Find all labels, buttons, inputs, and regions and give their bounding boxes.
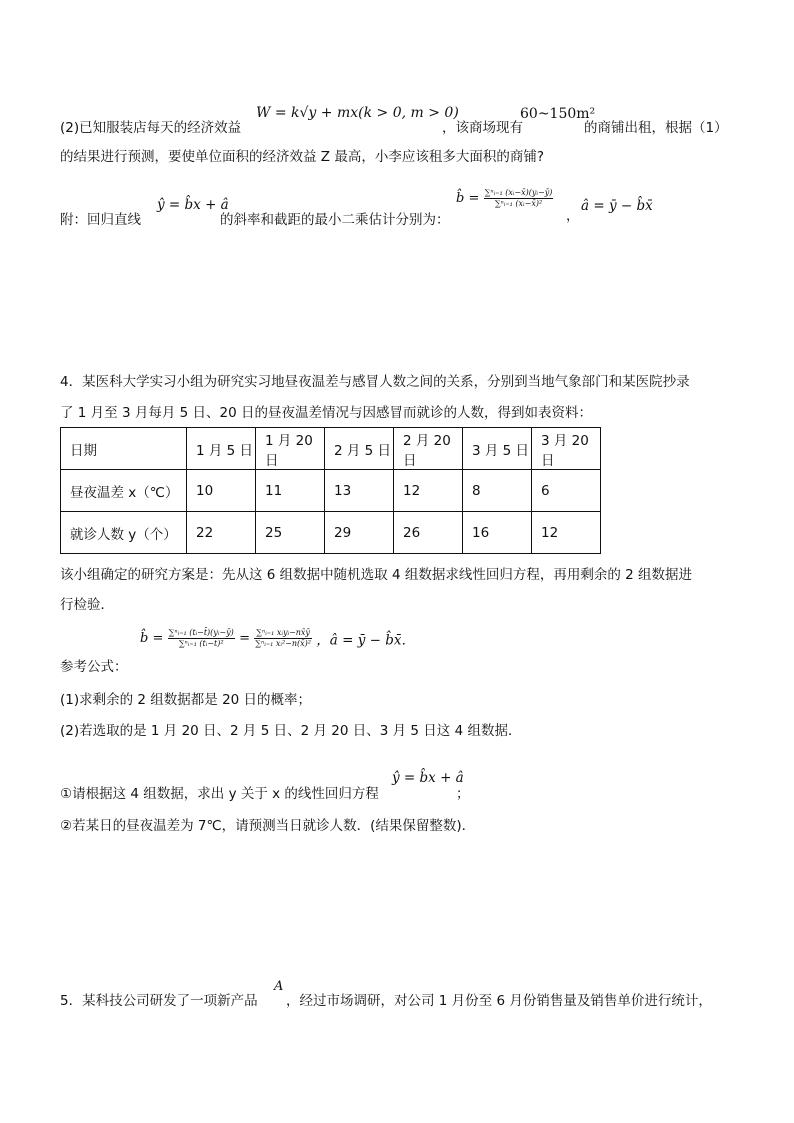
table-row bbox=[61, 470, 601, 512]
ref-frac2-num: ∑ⁿᵢ₌₁ xᵢyᵢ−nx̄ȳ bbox=[254, 628, 312, 639]
table-cell: 1 月 20 日 bbox=[256, 428, 325, 470]
table-cell: 3 月 5 日 bbox=[463, 428, 532, 470]
q4-sub2b: ②若某日的昼夜温差为 7℃，请预测当日就诊人数．(结果保留整数)． bbox=[60, 818, 476, 834]
table-cell: 12 bbox=[394, 470, 463, 512]
table-cell: 2 月 20 日 bbox=[394, 428, 463, 470]
formula-w: W = k√y + mx(k > 0, m > 0) bbox=[256, 105, 459, 121]
ref-b-lhs: b̂ = bbox=[140, 631, 164, 646]
b-estimate-formula bbox=[456, 188, 553, 209]
table-cell: 29 bbox=[325, 512, 394, 554]
table-cell: 6 bbox=[532, 470, 601, 512]
appendix-mid: 的斜率和截距的最小二乘估计分别为： bbox=[220, 212, 450, 228]
table-cell: 日期 bbox=[61, 428, 187, 470]
table-cell: 12 bbox=[532, 512, 601, 554]
table-cell: 3 月 20 日 bbox=[532, 428, 601, 470]
ref-a: ，â = ȳ − b̂x̄． bbox=[316, 632, 415, 649]
range-formula: 60~150m² bbox=[520, 106, 596, 122]
b-numerator: ∑ⁿᵢ₌₁ (xᵢ−x̄)(yᵢ−ȳ) bbox=[484, 188, 553, 197]
table-cell: 8 bbox=[463, 470, 532, 512]
q5-pre: 5．某科技公司研发了一项新产品 bbox=[60, 993, 258, 1009]
table-cell: 26 bbox=[394, 512, 463, 554]
q4-sub2a-post: ； bbox=[456, 786, 470, 802]
b-fraction bbox=[484, 188, 554, 209]
ref-fraction-2 bbox=[254, 628, 312, 649]
q3-line1-pre: (2)已知服装店每天的经济效益 bbox=[60, 120, 242, 136]
a-estimate-formula: â = ȳ − b̂x̄ bbox=[581, 198, 653, 214]
table-cell: 2 月 5 日 bbox=[325, 428, 394, 470]
table-cell: 1 月 5 日 bbox=[187, 428, 256, 470]
ref-fraction-1 bbox=[168, 628, 235, 649]
q3-line1-post: 的商铺出租，根据（1） bbox=[584, 120, 728, 136]
q4-regression-eq: ŷ = b̂x + â bbox=[392, 770, 464, 786]
q4-sub2a-pre: ①请根据这 4 组数据，求出 y 关于 x 的线性回归方程 bbox=[60, 786, 379, 802]
ref-frac1-den: ∑ⁿᵢ₌₁ (tᵢ−t̄)² bbox=[178, 639, 224, 648]
q4-plan-line1: 该小组确定的研究方案是：先从这 6 组数据中随机选取 4 组数据求线性回归方程，再用剩余的 2 组数据进 bbox=[60, 567, 693, 583]
ref-frac1-num: ∑ⁿᵢ₌₁ (tᵢ−t̄)(yᵢ−ȳ) bbox=[168, 628, 234, 637]
q3-line2: 的结果进行预测，要使单位面积的经济效益 Z 最高，小李应该租多大面积的商铺? bbox=[60, 149, 544, 165]
reference-formula bbox=[140, 628, 415, 649]
table-cell: 16 bbox=[463, 512, 532, 554]
table-cell: 22 bbox=[187, 512, 256, 554]
table-cell: 10 bbox=[187, 470, 256, 512]
table-cell: 11 bbox=[256, 470, 325, 512]
table-header-row bbox=[61, 428, 601, 470]
ref-eq: = bbox=[239, 631, 250, 646]
data-table bbox=[60, 427, 601, 554]
q4-plan-line2: 行检验． bbox=[60, 597, 114, 613]
b-lhs: b̂ = bbox=[456, 191, 480, 206]
appendix-pre: 附：回归直线 bbox=[60, 212, 141, 228]
comma-sep: ， bbox=[566, 208, 580, 224]
reference-formula-label: 参考公式： bbox=[60, 659, 128, 675]
ref-frac2-den: ∑ⁿᵢ₌₁ xᵢ²−n(x̄)² bbox=[255, 639, 311, 648]
table-cell: 25 bbox=[256, 512, 325, 554]
b-denominator: ∑ⁿᵢ₌₁ (xᵢ−x̄)² bbox=[494, 199, 543, 208]
table-cell: 13 bbox=[325, 470, 394, 512]
table-cell: 昼夜温差 x（℃） bbox=[61, 470, 187, 512]
q5-product-name: A bbox=[274, 979, 284, 994]
table-cell: 就诊人数 y（个） bbox=[61, 512, 187, 554]
q5-post: ，经过市场调研，对公司 1 月份至 6 月份销售量及销售单价进行统计， bbox=[286, 993, 712, 1009]
regression-line-formula: ŷ = b̂x + â bbox=[157, 197, 229, 213]
q4-intro-line2: 了 1 月至 3 月每月 5 日、20 日的昼夜温差情况与因感冒而就诊的人数，得到如表资料： bbox=[60, 405, 592, 421]
q3-line1-mid: ，该商场现有 bbox=[442, 120, 523, 136]
q4-sub1: (1)求剩余的 2 组数据都是 20 日的概率； bbox=[60, 692, 312, 708]
q3-part2-line1 bbox=[60, 116, 241, 136]
q4-sub2: (2)若选取的是 1 月 20 日、2 月 5 日、2 月 20 日、3 月 5 日这 4 组数据． bbox=[60, 723, 522, 739]
table-row bbox=[61, 512, 601, 554]
q4-intro-line1: 4．某医科大学实习小组为研究实习地昼夜温差与感冒人数之间的关系，分别到当地气象部门和某医院抄录 bbox=[60, 374, 690, 390]
